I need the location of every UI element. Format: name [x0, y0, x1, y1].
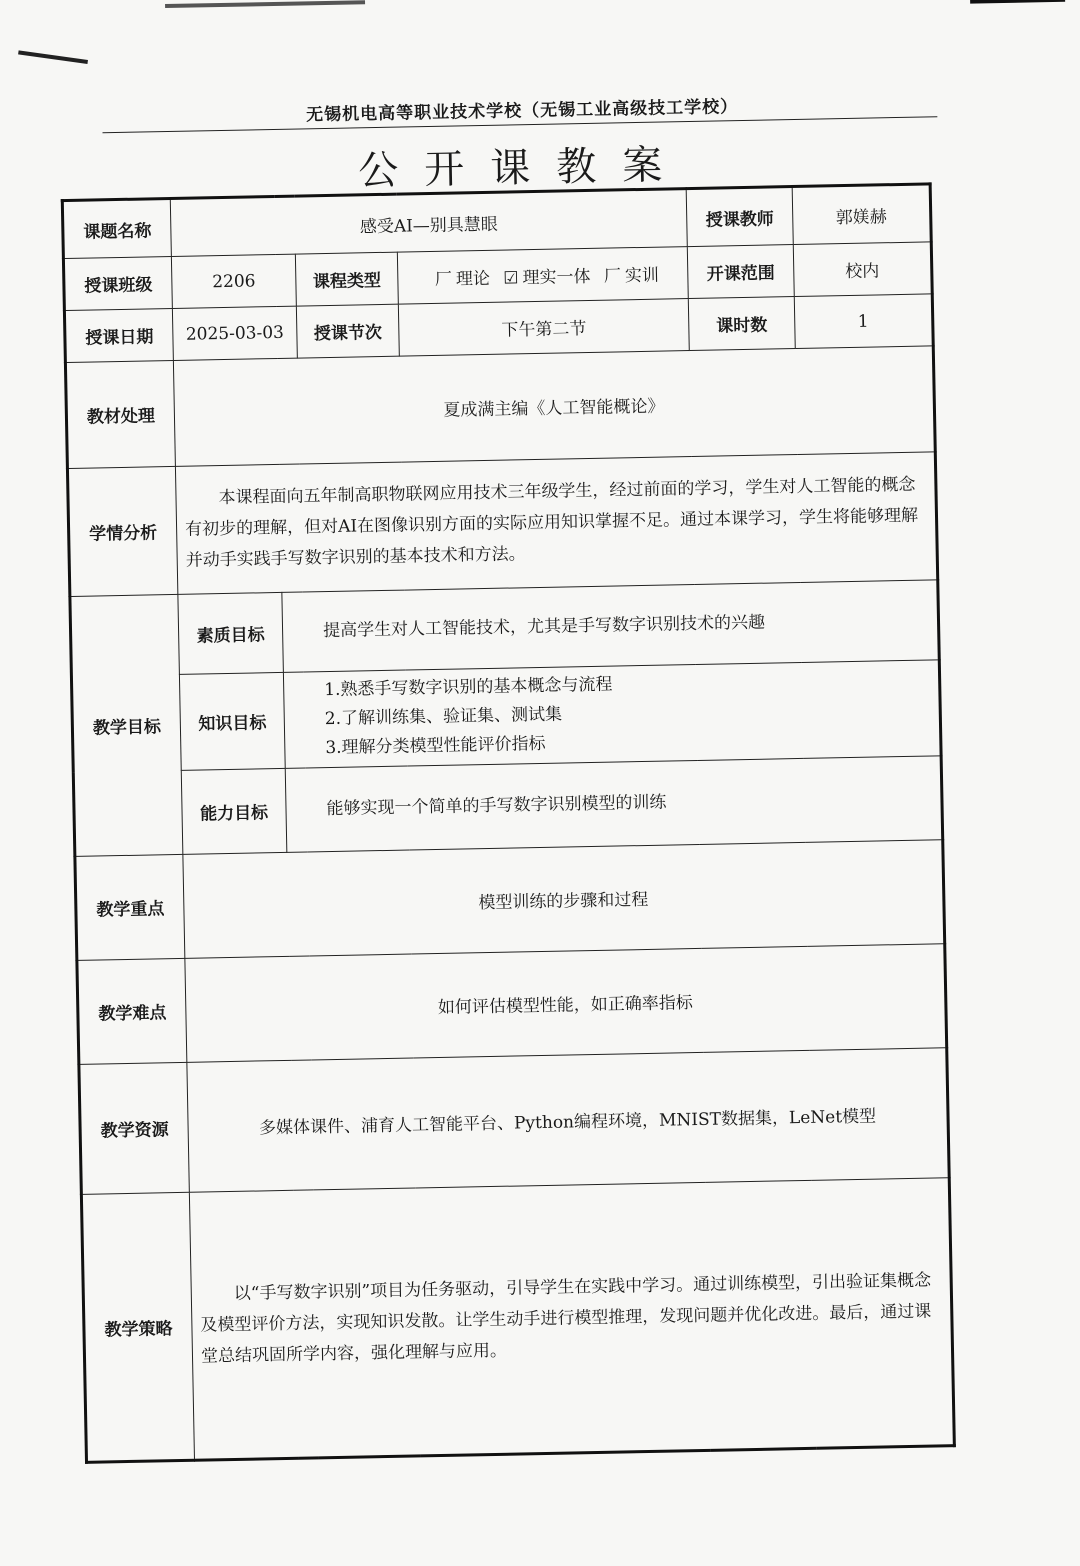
- key-points-value: 模型训练的步骤和过程: [183, 840, 945, 959]
- row-analysis: [67, 452, 937, 597]
- knowledge-objective-item: 2.了解训练集、验证集、测试集: [324, 704, 563, 730]
- checked-box-icon: ☑: [503, 268, 519, 289]
- period-label: 授课节次: [296, 304, 399, 358]
- scan-mark: [165, 0, 365, 8]
- checkbox-integrated[interactable]: [495, 267, 591, 289]
- date-value: 2025-03-03: [172, 306, 297, 360]
- class-label: 授课班级: [63, 256, 172, 310]
- row-materials: [65, 346, 935, 469]
- resources-value: 多媒体课件、浦育人工智能平台、Python编程环境，MNIST数据集，LeNet模型: [187, 1048, 949, 1193]
- option-integrated-label: 理实一体: [522, 266, 591, 289]
- analysis-text: 本课程面向五年制高职物联网应用技术三年级学生，经过前面的学习，学生对人工智能的概念有初步的理解，但对AI在图像识别方面的实际应用知识掌握不足。通过本课学习，学生将能够理解并动手实践手写数字识别的基本技术和方法。: [175, 452, 937, 595]
- checkbox-practice[interactable]: [596, 266, 659, 287]
- hours-label: 课时数: [688, 297, 795, 351]
- quality-objective-label: 素质目标: [178, 592, 284, 674]
- ability-objective-label: 能力目标: [181, 768, 287, 854]
- topic-label: 课题名称: [62, 198, 171, 258]
- row-difficulty: [77, 944, 947, 1065]
- quality-objective-text: 提高学生对人工智能技术，尤其是手写数字识别技术的兴趣: [282, 580, 939, 673]
- analysis-label: 学情分析: [67, 466, 177, 596]
- strategy-text: 以“手写数字识别”项目为任务驱动，引导学生在实践中学习。通过训练模型，引出验证集概念及模型评价方法，实现知识发散。让学生动手进行模型推理，发现问题并优化改进。最后，通过课堂总结巩固所学内容，强化理解与应用。: [189, 1178, 954, 1461]
- row-objective-knowledge: [71, 660, 941, 773]
- scope-label: 开课范围: [687, 245, 794, 299]
- option-theory-label: 理论: [455, 268, 491, 290]
- date-label: 授课日期: [64, 308, 173, 362]
- option-practice-label: 实训: [624, 265, 660, 287]
- scan-mark: [970, 0, 1065, 4]
- difficulty-value: 如何评估模型性能，如正确率指标: [185, 944, 947, 1063]
- unchecked-box-icon: 厂: [434, 269, 453, 290]
- scan-mark: [18, 50, 88, 64]
- class-value: 2206: [171, 254, 296, 308]
- strategy-label: 教学策略: [81, 1192, 194, 1462]
- period-value: 下午第二节: [398, 299, 689, 357]
- lesson-plan-table: [61, 182, 956, 1463]
- course-type-options: [397, 247, 688, 305]
- hours-value: 1: [794, 294, 933, 349]
- knowledge-objective-item: 1.熟悉手写数字识别的基本概念与流程: [324, 674, 613, 701]
- unchecked-box-icon: 厂: [603, 266, 622, 287]
- key-points-label: 教学重点: [75, 854, 185, 960]
- topic-value: 感受AI—别具慧眼: [170, 189, 687, 257]
- row-strategy: [81, 1178, 954, 1463]
- materials-value: 夏成满主编《人工智能概论》: [173, 346, 935, 467]
- school-name: 无锡机电高等职业技术学校（无锡工业高级技工学校）: [306, 97, 739, 126]
- row-key-points: [75, 840, 945, 961]
- course-type-label: 课程类型: [295, 252, 398, 306]
- resources-label: 教学资源: [79, 1062, 189, 1194]
- knowledge-objective-list: [283, 660, 941, 769]
- knowledge-objective-label: 知识目标: [179, 672, 285, 770]
- teacher-value: 郭媄赫: [792, 184, 931, 245]
- materials-label: 教材处理: [65, 360, 175, 468]
- row-resources: [79, 1048, 949, 1195]
- checkbox-theory[interactable]: [427, 269, 490, 290]
- ability-objective-text: 能够实现一个简单的手写数字识别模型的训练: [285, 756, 942, 853]
- objectives-label: 教学目标: [70, 594, 183, 856]
- difficulty-label: 教学难点: [77, 958, 187, 1064]
- scope-value: 校内: [793, 242, 932, 297]
- teacher-label: 授课教师: [686, 187, 793, 247]
- document-title: 公开课教案: [357, 142, 689, 195]
- knowledge-objective-item: 3.理解分类模型性能评价指标: [325, 733, 546, 759]
